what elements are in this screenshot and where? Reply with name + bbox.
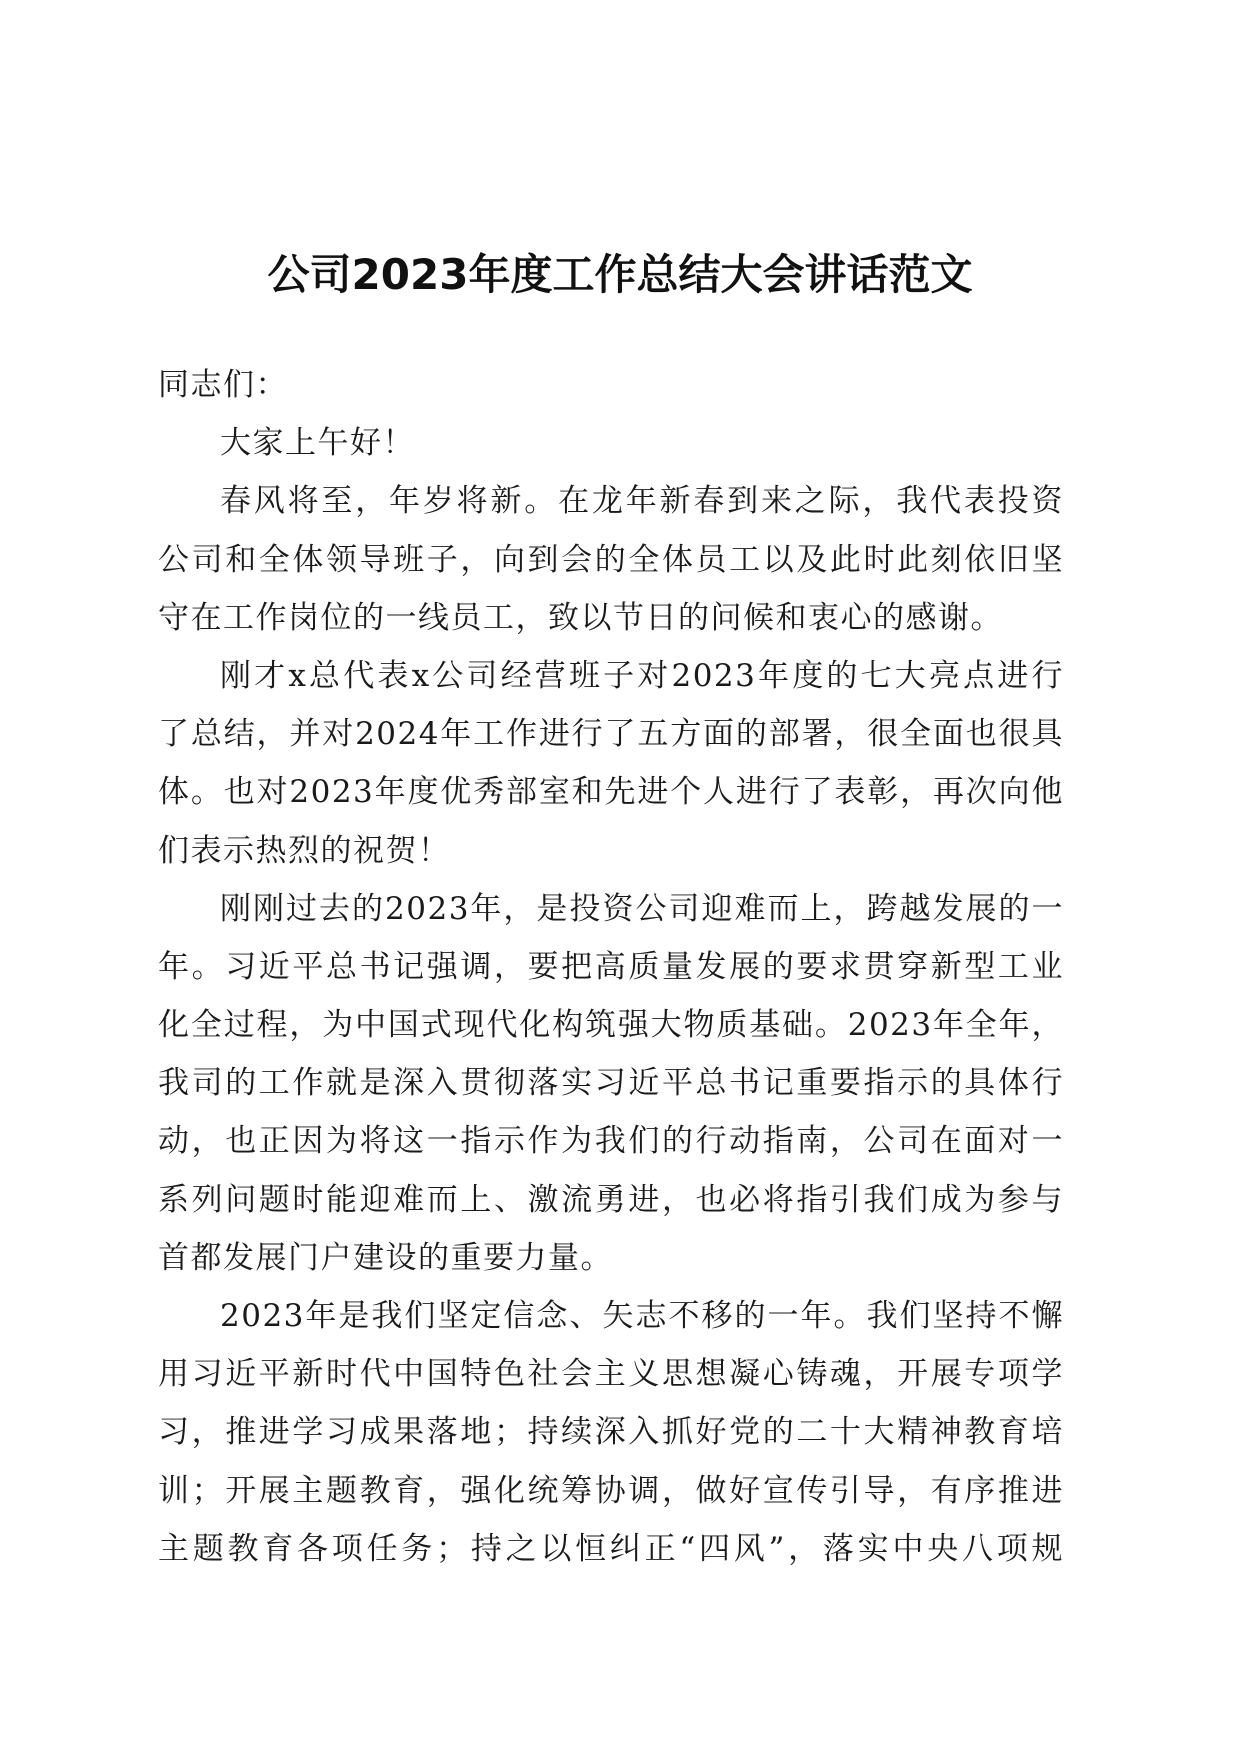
greeting: 大家上午好！ bbox=[220, 425, 415, 462]
paragraph-line: 化全过程，为中国式现代化构筑强大物质基础。2023年全年， bbox=[158, 1007, 1064, 1044]
paragraph-line: 我司的工作就是深入贯彻落实习近平总书记重要指示的具体行 bbox=[158, 1065, 1064, 1102]
paragraph-line: 主题教育各项任务；持之以恒纠正“四风”，落实中央八项规 bbox=[158, 1530, 1064, 1567]
salutation: 同志们： bbox=[158, 367, 288, 403]
paragraph-line: 年。习近平总书记强调，要把高质量发展的要求贯穿新型工业 bbox=[158, 948, 1064, 985]
paragraph-line: 用习近平新时代中国特色社会主义思想凝心铸魂，开展专项学 bbox=[158, 1356, 1064, 1393]
paragraph-line: 首都发展门户建设的重要力量。 bbox=[158, 1239, 613, 1276]
paragraph-line: 公司和全体领导班子，向到会的全体员工以及此时此刻依旧坚 bbox=[158, 541, 1064, 578]
paragraph-line: 守在工作岗位的一线员工，致以节日的问候和衷心的感谢。 bbox=[158, 599, 1003, 636]
paragraph-3 bbox=[158, 880, 1064, 1287]
paragraph-line: 了总结，并对2024年工作进行了五方面的部署，很全面也很具 bbox=[158, 716, 1064, 753]
paragraph-line: 系列问题时能迎难而上、激流勇进，也必将指引我们成为参与 bbox=[158, 1181, 1064, 1218]
paragraph-line: 刚才x总代表x公司经营班子对2023年度的七大亮点进行 bbox=[220, 657, 1064, 694]
paragraph-4 bbox=[158, 1287, 1064, 1578]
paragraph-line: 们表示热烈的祝贺！ bbox=[158, 832, 451, 869]
paragraph-line: 动，也正因为将这一指示作为我们的行动指南，公司在面对一 bbox=[158, 1123, 1064, 1160]
paragraph-1 bbox=[158, 472, 1064, 647]
paragraph-line: 训；开展主题教育，强化统筹协调，做好宣传引导，有序推进 bbox=[158, 1472, 1064, 1509]
document-body bbox=[158, 356, 1064, 1578]
paragraph-line: 刚刚过去的2023年，是投资公司迎难而上，跨越发展的一 bbox=[220, 890, 1064, 927]
paragraph-line: 体。也对2023年度优秀部室和先进个人进行了表彰，再次向他 bbox=[158, 774, 1064, 811]
paragraph-2 bbox=[158, 647, 1064, 880]
paragraph-line: 2023年是我们坚定信念、矢志不移的一年。我们坚持不懈 bbox=[220, 1298, 1064, 1334]
paragraph-line: 习，推进学习成果落地；持续深入抓好党的二十大精神教育培 bbox=[158, 1414, 1064, 1451]
paragraph-line: 春风将至，年岁将新。在龙年新春到来之际，我代表投资 bbox=[220, 483, 1064, 520]
document-title: 公司2023年度工作总结大会讲话范文 bbox=[267, 250, 973, 299]
